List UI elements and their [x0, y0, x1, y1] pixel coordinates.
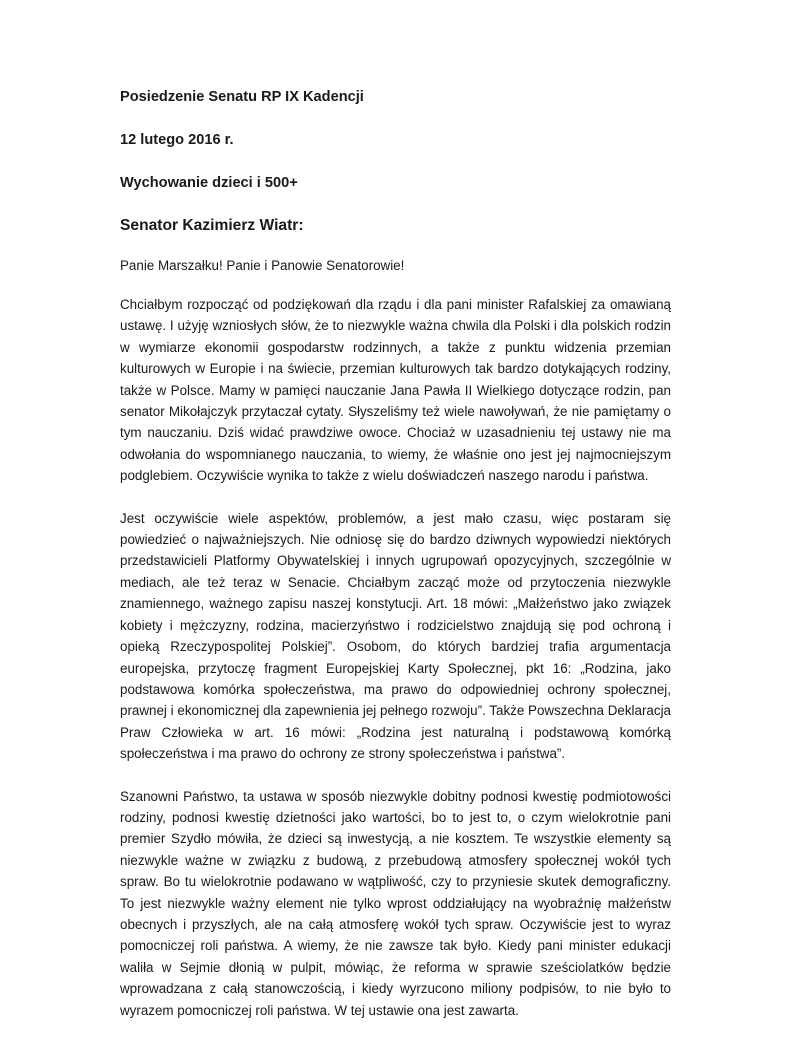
session-date: 12 lutego 2016 r. — [120, 132, 234, 148]
topic-title: Wychowanie dzieci i 500+ — [120, 175, 298, 191]
document-page — [120, 86, 671, 1042]
session-title: Posiedzenie Senatu RP IX Kadencji — [120, 89, 364, 105]
paragraph-2: Jest oczywiście wiele aspektów, problemów, a jest mało czasu, więc postaram się powiedzieć o najważniejszych. Nie odniosę się do bardzo dziwnych wypowiedzi niektórych przedstawicieli Platformy Obywatelskiej i innych ugrupowań opozycyjnych, szczególnie w mediach, ale też teraz w Senacie. Chciałbym zacząć może od przytoczenia niezwykle znamiennego, ważnego zapisu naszej konstytucji. Art. 18 mówi: „Małżeństwo jako związek kobiety i mężczyzny, rodzina, macierzyństwo i rodzicielstwo znajdują się pod ochroną i opieką Rzeczypospolitej Polskiej”. Osobom, do których bardziej trafia argumentacja europejska, przytoczę fragment Europejskiej Karty Społecznej, pkt 16: „Rodzina, jako podstawowa komórka społeczeństwa, ma prawo do odpowiedniej ochrony społecznej, prawnej i ekonomicznej dla zapewnienia jej pełnego rozwoju”. Także Powszechna Deklaracja Praw Człowieka w art. 16 mówi: „Rodzina jest naturalną i podstawową komórką społeczeństwa i ma prawo do ochrony ze strony społeczeństwa i państwa”. — [120, 510, 671, 762]
speaker-name: Senator Kazimierz Wiatr: — [120, 217, 304, 234]
paragraph-1: Chciałbym rozpocząć od podziękowań dla rządu i dla pani minister Rafalskiej za omawianą ustawę. I użyję wzniosłych słów, że to niezwykle ważna chwila dla Polski i dla polskich rodzin w wymiarze ekonomii gospodarstw rodzinnych, a także z punktu widzenia przemian kulturowych w Europie i na świecie, przemian kulturowych tak bardzo dotykających rodziny, także w Polsce. Mamy w pamięci nauczanie Jana Pawła II Wielkiego dotyczące rodzin, pan senator Mikołajczyk przytaczał cytaty. Słyszeliśmy też wiele nawoływań, że nie pamiętamy o tym nauczaniu. Dziś widać prawdziwe owoce. Chociaż w uzasadnieniu tej ustawy nie ma odwołania do wspomnianego nauczania, to wiemy, że właśnie ono jest jej najmocniejszym podglebiem. Oczywiście wynika to także z wielu doświadczeń naszego narodu i państwa. — [120, 297, 671, 484]
paragraph-3: Szanowni Państwo, ta ustawa w sposób niezwykle dobitny podnosi kwestię podmiotowości rodziny, podnosi kwestię dzietności jako wartości, bo to jest to, o czym wielokrotnie pani premier Szydło mówiła, że dzieci są inwestycją, a nie kosztem. Te wszystkie elementy są niezwykle ważne w związku z budową, z przebudową atmosfery społecznej wokół tych spraw. Bo tu wielokrotnie podawano w wątpliwość, czy to przyniesie skutek demograficzny. To jest niezwykle ważny element nie tylko wprost oddziałujący na wyobraźnię małżeństw obecnych i przyszłych, ale na całą atmosferę wokół tych spraw. Oczywiście jest to wyraz pomocniczej roli państwa. A wiemy, że nie zawsze tak było. Kiedy pani minister edukacji waliła w Sejmie dłonią w pulpit, mówiąc, że reforma w sprawie sześciolatków będzie wprowadzana z całą stanowczością, i kiedy wyrzucono miliony podpisów, to nie było to wyrazem pomocniczej roli państwa. W tej ustawie ona jest zawarta. — [120, 788, 671, 1018]
greeting: Panie Marszałku! Panie i Panowie Senatorowie! — [120, 258, 405, 273]
